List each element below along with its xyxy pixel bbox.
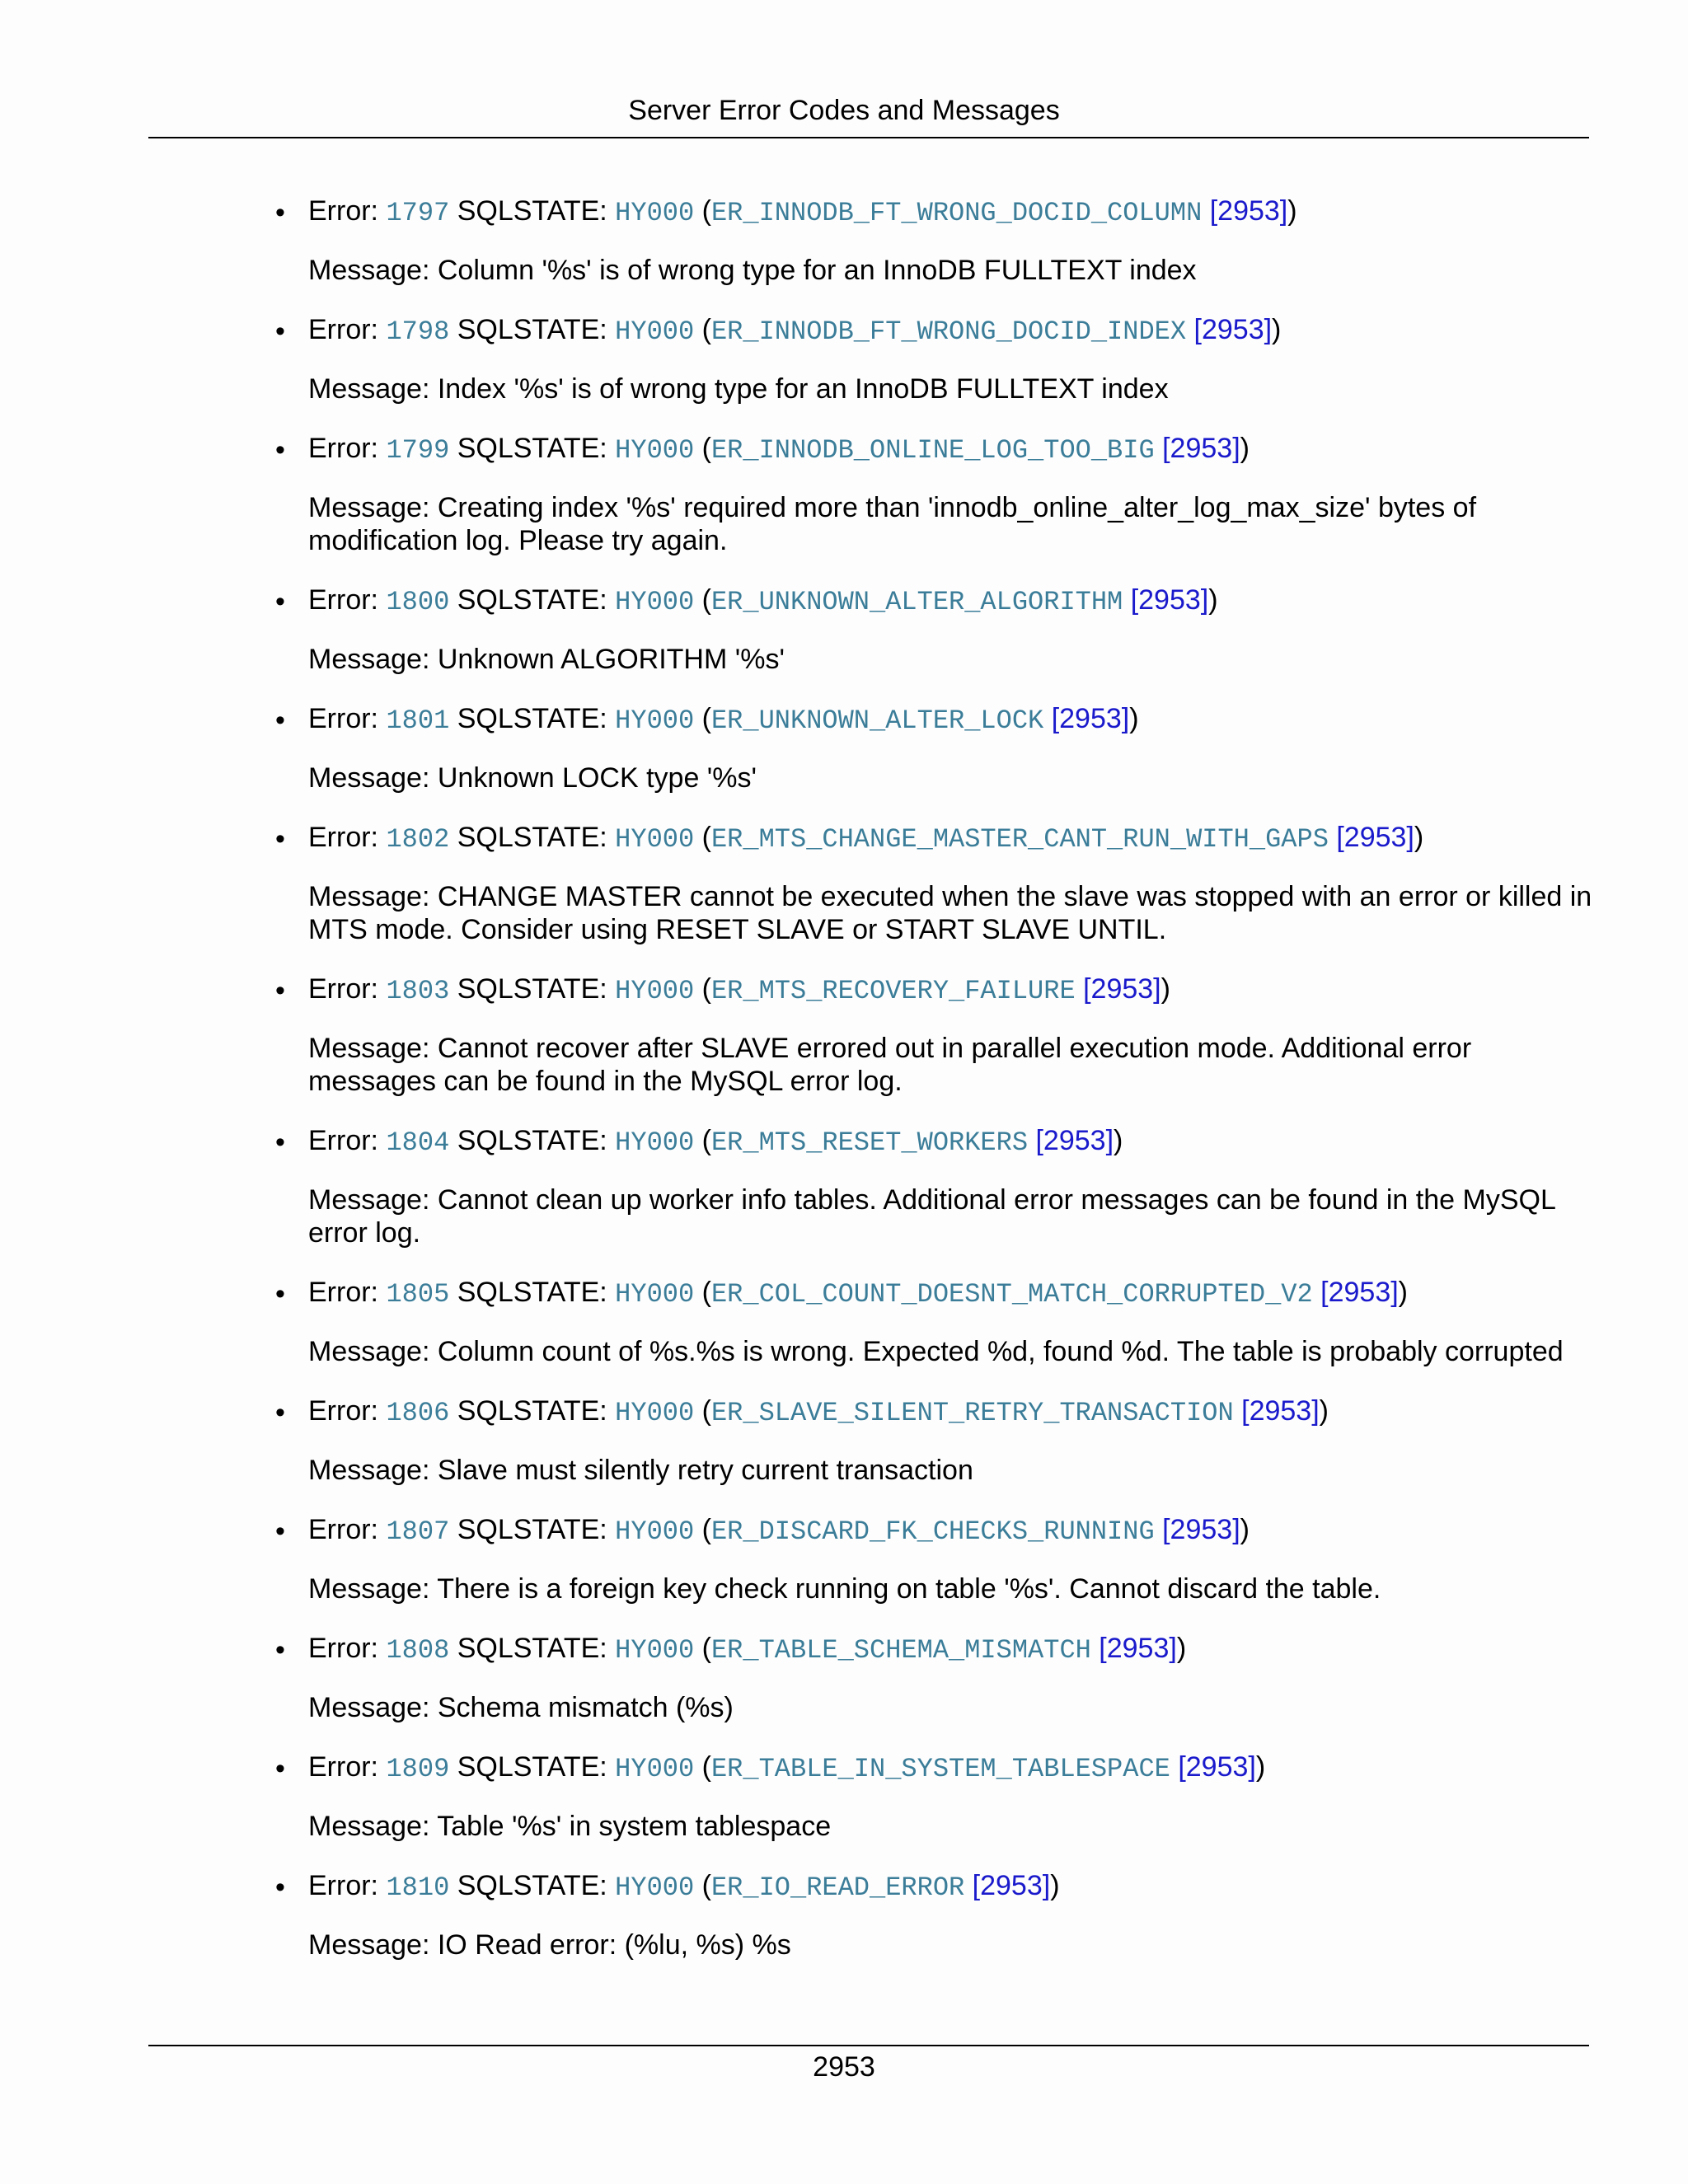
page-number: 2953 bbox=[813, 2051, 875, 2083]
error-symbol-link[interactable]: ER_TABLE_SCHEMA_MISMATCH bbox=[710, 1635, 1091, 1666]
page-reference-link[interactable]: [2953] bbox=[1130, 584, 1209, 616]
error-symbol-link[interactable]: ER_COL_COUNT_DOESNT_MATCH_CORRUPTED_V2 bbox=[710, 1279, 1313, 1310]
error-message bbox=[308, 1032, 1594, 1098]
message-label: Message: bbox=[308, 373, 438, 405]
sqlstate-label: SQLSTATE: bbox=[457, 1514, 616, 1545]
error-code-link[interactable]: 1806 bbox=[386, 1398, 450, 1428]
bullet: • bbox=[275, 705, 285, 736]
message-text-line-2: MTS mode. Consider using RESET SLAVE or START SLAVE UNTIL. bbox=[308, 914, 1167, 945]
sqlstate-link[interactable]: HY000 bbox=[615, 705, 695, 736]
page-reference-link[interactable]: [2953] bbox=[1162, 1514, 1240, 1545]
error-label: Error: bbox=[308, 195, 387, 227]
page-reference-link[interactable]: [2953] bbox=[1035, 1125, 1114, 1156]
bullet: • bbox=[275, 1634, 285, 1666]
error-code-link[interactable]: 1800 bbox=[386, 587, 450, 617]
error-symbol-link[interactable]: ER_UNKNOWN_ALTER_ALGORITHM bbox=[710, 587, 1123, 617]
error-line bbox=[308, 1274, 1408, 1313]
error-label: Error: bbox=[308, 1751, 387, 1783]
error-symbol-link[interactable]: ER_INNODB_ONLINE_LOG_TOO_BIG bbox=[710, 435, 1155, 466]
open-paren: ( bbox=[701, 703, 711, 734]
close-paren: ) bbox=[1160, 973, 1170, 1005]
open-paren: ( bbox=[701, 433, 711, 464]
open-paren: ( bbox=[701, 1870, 711, 1901]
error-message bbox=[308, 254, 1594, 287]
bullet: • bbox=[275, 197, 285, 228]
sqlstate-label: SQLSTATE: bbox=[457, 584, 616, 616]
message-text: Column count of %s.%s is wrong. Expected %d, found %d. The table is probably corrupted bbox=[437, 1336, 1564, 1367]
close-paren: ) bbox=[1255, 1751, 1266, 1783]
bullet: • bbox=[275, 823, 285, 855]
message-text: IO Read error: (%lu, %s) %s bbox=[437, 1929, 791, 1961]
message-label: Message: bbox=[308, 1336, 438, 1367]
bullet: • bbox=[275, 1516, 285, 1547]
error-label: Error: bbox=[308, 1395, 387, 1427]
message-label: Message: bbox=[308, 1033, 438, 1064]
close-paren: ) bbox=[1414, 822, 1424, 853]
close-paren: ) bbox=[1114, 1125, 1123, 1156]
close-paren: ) bbox=[1272, 314, 1282, 345]
error-message bbox=[308, 1335, 1594, 1368]
message-text-line-2: error log. bbox=[308, 1217, 421, 1249]
page-reference-link[interactable]: [2953] bbox=[972, 1870, 1051, 1901]
open-paren: ( bbox=[701, 822, 711, 853]
error-message bbox=[308, 1810, 1594, 1843]
error-message bbox=[308, 1183, 1594, 1249]
sqlstate-link[interactable]: HY000 bbox=[615, 587, 695, 617]
page-reference-link[interactable]: [2953] bbox=[1083, 973, 1161, 1005]
error-message bbox=[308, 373, 1594, 405]
page-reference-link[interactable]: [2953] bbox=[1162, 433, 1240, 464]
sqlstate-label: SQLSTATE: bbox=[457, 1870, 616, 1901]
error-line bbox=[308, 1393, 1329, 1432]
message-label: Message: bbox=[308, 762, 438, 794]
sqlstate-link[interactable]: HY000 bbox=[615, 435, 695, 466]
close-paren: ) bbox=[1319, 1395, 1329, 1427]
message-text-line-1: Creating index '%s' required more than 'innodb_online_alter_log_max_size' bytes of bbox=[437, 492, 1477, 523]
bullet: • bbox=[275, 1872, 285, 1903]
message-label: Message: bbox=[308, 1929, 438, 1961]
message-text: There is a foreign key check running on table '%s'. Cannot discard the table. bbox=[437, 1573, 1381, 1605]
sqlstate-link[interactable]: HY000 bbox=[615, 976, 695, 1006]
sqlstate-link[interactable]: HY000 bbox=[615, 1635, 695, 1666]
bullet: • bbox=[275, 1397, 285, 1428]
page-reference-link[interactable]: [2953] bbox=[1178, 1751, 1256, 1783]
error-message bbox=[308, 880, 1594, 946]
error-symbol-link[interactable]: ER_TABLE_IN_SYSTEM_TABLESPACE bbox=[710, 1754, 1170, 1784]
close-paren: ) bbox=[1176, 1633, 1187, 1664]
open-paren: ( bbox=[701, 1633, 711, 1664]
error-label: Error: bbox=[308, 1633, 387, 1664]
error-message bbox=[308, 1929, 1594, 1961]
error-message bbox=[308, 762, 1594, 794]
sqlstate-label: SQLSTATE: bbox=[457, 195, 616, 227]
error-code-link[interactable]: 1801 bbox=[386, 705, 450, 736]
page-reference-link[interactable]: [2953] bbox=[1051, 703, 1130, 734]
message-text: Table '%s' in system tablespace bbox=[437, 1811, 832, 1842]
error-code-link[interactable]: 1810 bbox=[386, 1872, 450, 1903]
sqlstate-link[interactable]: HY000 bbox=[615, 824, 695, 855]
error-label: Error: bbox=[308, 1277, 387, 1308]
sqlstate-link[interactable]: HY000 bbox=[615, 1516, 695, 1547]
open-paren: ( bbox=[701, 314, 711, 345]
sqlstate-label: SQLSTATE: bbox=[457, 822, 616, 853]
close-paren: ) bbox=[1240, 1514, 1250, 1545]
bullet: • bbox=[275, 434, 285, 466]
error-line bbox=[308, 971, 1170, 1010]
message-text-line-1: CHANGE MASTER cannot be executed when the slave was stopped with an error or killed in bbox=[437, 881, 1592, 912]
error-label: Error: bbox=[308, 433, 387, 464]
message-label: Message: bbox=[308, 492, 438, 523]
close-paren: ) bbox=[1129, 703, 1139, 734]
sqlstate-label: SQLSTATE: bbox=[457, 1277, 616, 1308]
message-text: Index '%s' is of wrong type for an InnoDB FULLTEXT index bbox=[437, 373, 1169, 405]
error-symbol-link[interactable]: ER_INNODB_FT_WRONG_DOCID_COLUMN bbox=[710, 198, 1203, 228]
error-line bbox=[308, 193, 1297, 232]
sqlstate-link[interactable]: HY000 bbox=[615, 198, 695, 228]
bullet: • bbox=[275, 1753, 285, 1784]
message-label: Message: bbox=[308, 1692, 438, 1723]
error-code-link[interactable]: 1807 bbox=[386, 1516, 450, 1547]
footer-divider bbox=[148, 2045, 1589, 2046]
close-paren: ) bbox=[1050, 1870, 1060, 1901]
error-label: Error: bbox=[308, 703, 387, 734]
message-label: Message: bbox=[308, 881, 438, 912]
error-symbol-link[interactable]: ER_UNKNOWN_ALTER_LOCK bbox=[710, 705, 1044, 736]
sqlstate-link[interactable]: HY000 bbox=[615, 1127, 695, 1158]
error-message bbox=[308, 1454, 1594, 1487]
error-line bbox=[308, 701, 1139, 739]
error-line bbox=[308, 312, 1281, 350]
error-line bbox=[308, 1868, 1060, 1906]
page-reference-link[interactable]: [2953] bbox=[1336, 822, 1414, 853]
page-reference-link[interactable]: [2953] bbox=[1241, 1395, 1320, 1427]
error-message bbox=[308, 1572, 1594, 1605]
open-paren: ( bbox=[701, 973, 711, 1005]
error-message bbox=[308, 491, 1594, 557]
sqlstate-label: SQLSTATE: bbox=[457, 1395, 616, 1427]
sqlstate-label: SQLSTATE: bbox=[457, 314, 616, 345]
close-paren: ) bbox=[1240, 433, 1250, 464]
bullet: • bbox=[275, 1127, 285, 1158]
error-line bbox=[308, 1749, 1265, 1788]
page-reference-link[interactable]: [2953] bbox=[1193, 314, 1273, 345]
close-paren: ) bbox=[1398, 1277, 1408, 1308]
bullet: • bbox=[275, 316, 285, 347]
bullet: • bbox=[275, 586, 285, 617]
error-line bbox=[308, 819, 1423, 858]
error-symbol-link[interactable]: ER_MTS_CHANGE_MASTER_CANT_RUN_WITH_GAPS bbox=[710, 824, 1329, 855]
sqlstate-label: SQLSTATE: bbox=[457, 1633, 616, 1664]
error-label: Error: bbox=[308, 973, 387, 1005]
error-symbol-link[interactable]: ER_SLAVE_SILENT_RETRY_TRANSACTION bbox=[710, 1398, 1234, 1428]
error-label: Error: bbox=[308, 1870, 387, 1901]
error-line bbox=[308, 430, 1250, 469]
message-label: Message: bbox=[308, 1455, 438, 1486]
open-paren: ( bbox=[701, 195, 711, 227]
message-label: Message: bbox=[308, 1573, 438, 1605]
error-line bbox=[308, 1122, 1123, 1161]
error-label: Error: bbox=[308, 1125, 387, 1156]
sqlstate-link[interactable]: HY000 bbox=[615, 1754, 695, 1784]
open-paren: ( bbox=[701, 584, 711, 616]
error-code-link[interactable]: 1802 bbox=[386, 824, 450, 855]
bullet: • bbox=[275, 975, 285, 1006]
error-label: Error: bbox=[308, 822, 387, 853]
error-code-link[interactable]: 1809 bbox=[386, 1754, 450, 1784]
message-label: Message: bbox=[308, 1184, 438, 1216]
sqlstate-link[interactable]: HY000 bbox=[615, 1398, 695, 1428]
error-line bbox=[308, 1511, 1250, 1550]
error-message bbox=[308, 1691, 1594, 1724]
error-message bbox=[308, 643, 1594, 676]
open-paren: ( bbox=[701, 1751, 711, 1783]
message-text: Column '%s' is of wrong type for an InnoDB FULLTEXT index bbox=[437, 255, 1197, 286]
message-text-line-1: Cannot clean up worker info tables. Additional error messages can be found in the MySQL bbox=[437, 1184, 1556, 1216]
page-reference-link[interactable]: [2953] bbox=[1099, 1633, 1177, 1664]
page-reference-link[interactable]: [2953] bbox=[1209, 195, 1288, 227]
message-text: Schema mismatch (%s) bbox=[437, 1692, 734, 1723]
sqlstate-label: SQLSTATE: bbox=[457, 433, 616, 464]
error-symbol-link[interactable]: ER_DISCARD_FK_CHECKS_RUNNING bbox=[710, 1516, 1155, 1547]
error-code-link[interactable]: 1803 bbox=[386, 976, 450, 1006]
error-label: Error: bbox=[308, 584, 387, 616]
error-code-link[interactable]: 1798 bbox=[386, 316, 450, 347]
sqlstate-label: SQLSTATE: bbox=[457, 1125, 616, 1156]
sqlstate-label: SQLSTATE: bbox=[457, 703, 616, 734]
open-paren: ( bbox=[701, 1125, 711, 1156]
error-code-link[interactable]: 1805 bbox=[386, 1279, 450, 1310]
open-paren: ( bbox=[701, 1277, 711, 1308]
error-symbol-link[interactable]: ER_MTS_RECOVERY_FAILURE bbox=[710, 976, 1076, 1006]
error-code-link[interactable]: 1808 bbox=[386, 1635, 450, 1666]
message-label: Message: bbox=[308, 255, 438, 286]
error-symbol-link[interactable]: ER_INNODB_FT_WRONG_DOCID_INDEX bbox=[710, 316, 1187, 347]
error-label: Error: bbox=[308, 314, 387, 345]
message-label: Message: bbox=[308, 644, 438, 675]
sqlstate-link[interactable]: HY000 bbox=[615, 1872, 695, 1903]
error-symbol-link[interactable]: ER_IO_READ_ERROR bbox=[710, 1872, 965, 1903]
open-paren: ( bbox=[701, 1395, 711, 1427]
message-text: Unknown ALGORITHM '%s' bbox=[437, 644, 785, 675]
message-text-line-1: Cannot recover after SLAVE errored out in parallel execution mode. Additional error bbox=[437, 1033, 1472, 1064]
message-text-line-2: modification log. Please try again. bbox=[308, 525, 728, 556]
sqlstate-label: SQLSTATE: bbox=[457, 973, 616, 1005]
sqlstate-link[interactable]: HY000 bbox=[615, 316, 695, 347]
open-paren: ( bbox=[701, 1514, 711, 1545]
error-line bbox=[308, 1630, 1186, 1669]
page-header-title: Server Error Codes and Messages bbox=[628, 95, 1060, 126]
message-text: Slave must silently retry current transaction bbox=[437, 1455, 973, 1486]
close-paren: ) bbox=[1287, 195, 1297, 227]
sqlstate-label: SQLSTATE: bbox=[457, 1751, 616, 1783]
error-code-link[interactable]: 1804 bbox=[386, 1127, 450, 1158]
error-code-link[interactable]: 1797 bbox=[386, 198, 450, 228]
close-paren: ) bbox=[1208, 584, 1218, 616]
page-reference-link[interactable]: [2953] bbox=[1320, 1277, 1399, 1308]
sqlstate-link[interactable]: HY000 bbox=[615, 1279, 695, 1310]
message-text-line-2: messages can be found in the MySQL error log. bbox=[308, 1066, 903, 1097]
error-line bbox=[308, 582, 1218, 621]
message-text: Unknown LOCK type '%s' bbox=[437, 762, 757, 794]
bullet: • bbox=[275, 1278, 285, 1310]
error-code-link[interactable]: 1799 bbox=[386, 435, 450, 466]
message-label: Message: bbox=[308, 1811, 438, 1842]
error-symbol-link[interactable]: ER_MTS_RESET_WORKERS bbox=[710, 1127, 1029, 1158]
error-label: Error: bbox=[308, 1514, 387, 1545]
